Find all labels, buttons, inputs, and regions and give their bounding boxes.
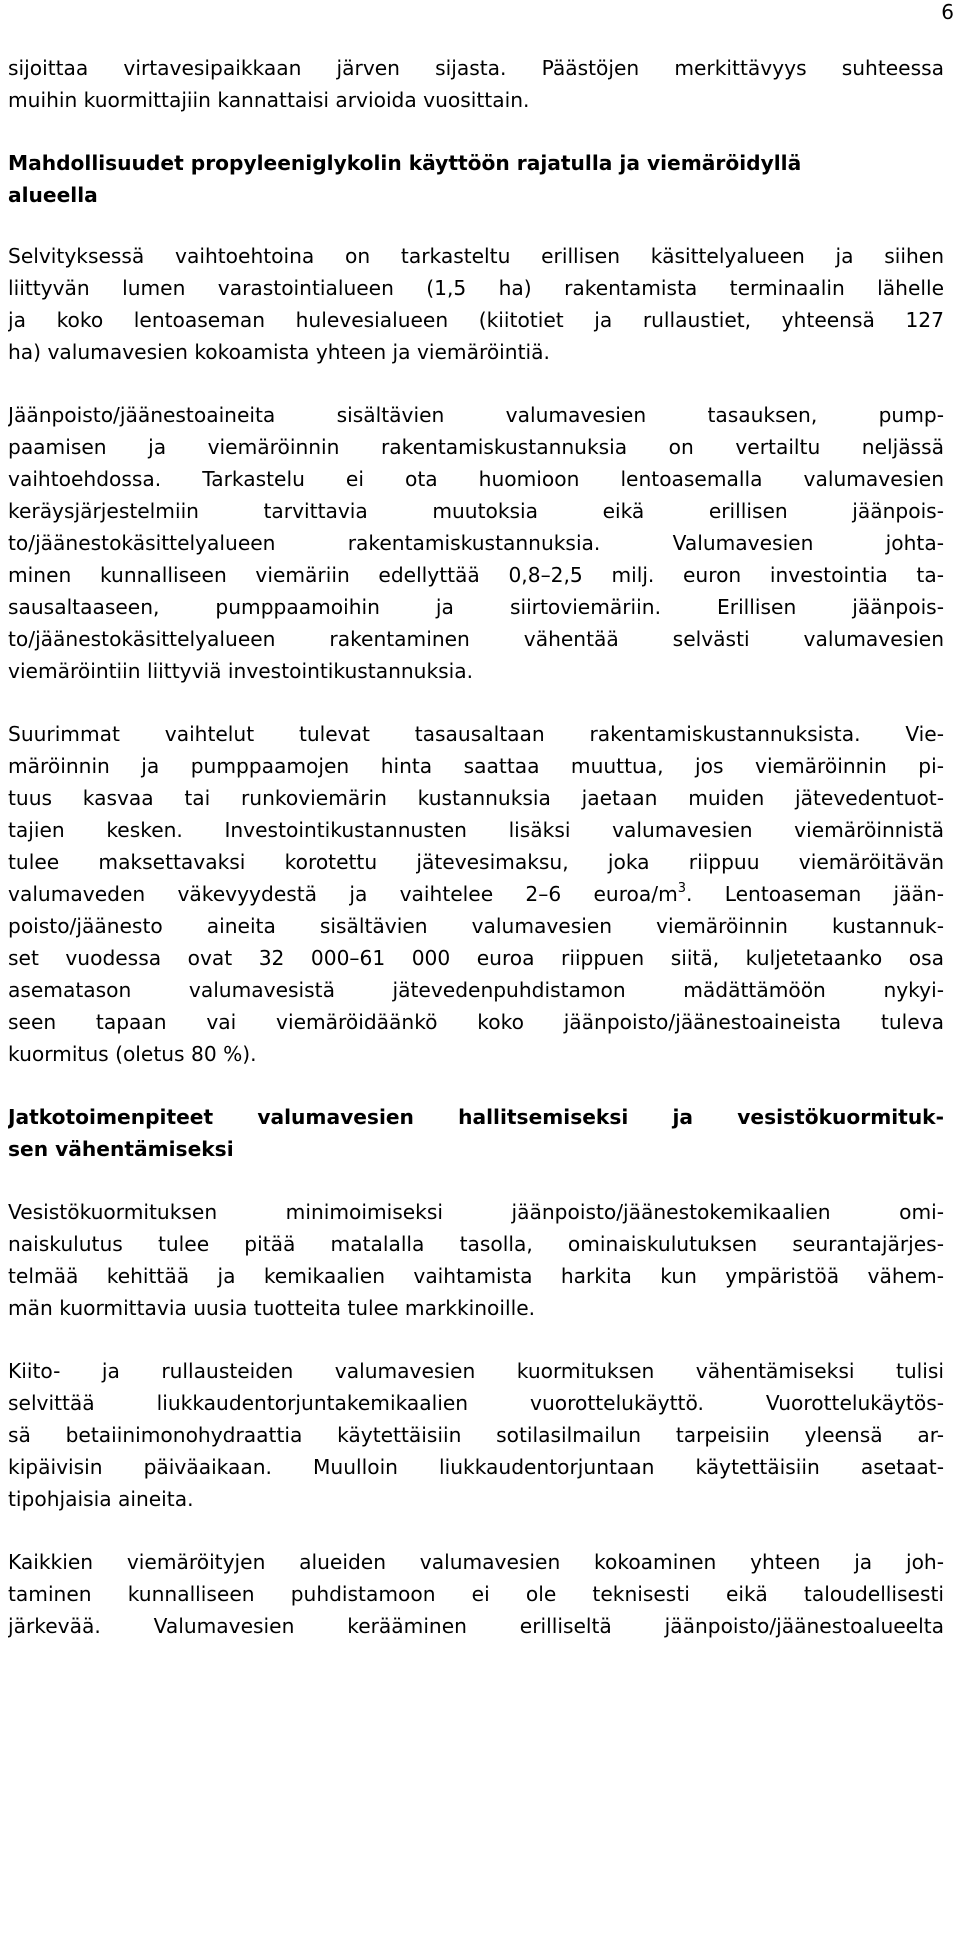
text-line: keräysjärjestelmiin tarvittavia muutoksia eikä erillisen jäänpois-	[8, 499, 944, 523]
text-line: poisto/jäänesto aineita sisältävien valumavesien viemäröinnin kustannuk-	[8, 914, 944, 938]
text-line: män kuormittavia uusia tuotteita tulee markkinoille.	[8, 1296, 536, 1320]
text-line: kipäivisin päiväaikaan. Muulloin liukkaudentorjuntaan käytettäisiin asetaat-	[8, 1455, 944, 1479]
text-line: taminen kunnalliseen puhdistamoon ei ole teknisesti eikä taloudellisesti	[8, 1582, 944, 1606]
superscript: 3	[677, 881, 687, 896]
paragraph-5	[8, 1196, 944, 1324]
spacer	[8, 116, 944, 147]
heading-propylene-glycol	[8, 147, 944, 211]
paragraph-2	[8, 240, 944, 368]
text-line: telmää kehittää ja kemikaalien vaihtamista harkita kun ympäristöä vähem-	[8, 1264, 944, 1288]
spacer	[8, 1515, 944, 1546]
heading-further-actions	[8, 1101, 944, 1165]
text-line: selvittää liukkaudentorjuntakemikaalien vuorottelukäyttö. Vuorottelukäytös-	[8, 1391, 944, 1415]
document-body	[8, 52, 944, 1642]
text-line: vaihtoehdossa. Tarkastelu ei ota huomioon lentoasemalla valumavesien	[8, 467, 944, 491]
paragraph-4	[8, 718, 944, 1070]
text-line: Jäänpoisto/jäänestoaineita sisältävien valumavesien tasauksen, pump-	[8, 403, 944, 427]
text-line: kuormitus (oletus 80 %).	[8, 1042, 257, 1066]
text-line: minen kunnalliseen viemäriin edellyttää 0,8–2,5 milj. euron investointia ta-	[8, 563, 944, 587]
page-number: 6	[941, 0, 954, 24]
text-line: tajien kesken. Investointikustannusten lisäksi valumavesien viemäröinnistä	[8, 818, 944, 842]
text-line: paamisen ja viemäröinnin rakentamiskustannuksia on vertailtu neljässä	[8, 435, 944, 459]
text-line: muihin kuormittajiin kannattaisi arvioida vuosittain.	[8, 88, 530, 112]
text-line: sijoittaa virtavesipaikkaan järven sijasta. Päästöjen merkittävyys suhteessa	[8, 56, 944, 80]
text-line: Suurimmat vaihtelut tulevat tasausaltaan rakentamiskustannuksista. Vie-	[8, 722, 944, 746]
text-line: seen tapaan vai viemäröidäänkö koko jäänpoisto/jäänestoaineista tuleva	[8, 1010, 944, 1034]
spacer	[8, 368, 944, 399]
text-line: Selvityksessä vaihtoehtoina on tarkasteltu erillisen käsittelyalueen ja siihen	[8, 244, 944, 268]
text-line: to/jäänestokäsittelyalueen rakentaminen vähentää selvästi valumavesien	[8, 627, 944, 651]
text-line: Vesistökuormituksen minimoimiseksi jäänpoisto/jäänestokemikaalien omi-	[8, 1200, 944, 1224]
text-line: asematason valumavesistä jätevedenpuhdistamon mädättämöön nykyi-	[8, 978, 944, 1002]
text-line: naiskulutus tulee pitää matalalla tasolla, ominaiskulutuksen seurantajärjes-	[8, 1232, 944, 1256]
text-line: tipohjaisia aineita.	[8, 1487, 194, 1511]
text-line: Kiito- ja rullausteiden valumavesien kuormituksen vähentämiseksi tulisi	[8, 1359, 944, 1383]
spacer	[8, 1324, 944, 1355]
paragraph-3	[8, 399, 944, 687]
text-line: to/jäänestokäsittelyalueen rakentamiskustannuksia. Valumavesien johta-	[8, 531, 944, 555]
paragraph-1	[8, 52, 944, 116]
heading-line: Mahdollisuudet propyleeniglykolin käyttöön rajatulla ja viemäröidyllä	[8, 151, 802, 175]
spacer	[8, 1070, 944, 1101]
text-line: liittyvän lumen varastointialueen (1,5 ha) rakentamista terminaalin lähelle	[8, 276, 944, 300]
text-line: tuus kasvaa tai runkoviemärin kustannuksia jaetaan muiden jätevedentuot-	[8, 786, 944, 810]
text-line: set vuodessa ovat 32 000–61 000 euroa riippuen siitä, kuljetetaanko osa	[8, 946, 944, 970]
heading-line: Jatkotoimenpiteet valumavesien hallitsemiseksi ja vesistökuormituk-	[8, 1105, 944, 1129]
paragraph-6	[8, 1355, 944, 1515]
text-line-with-unit	[8, 878, 944, 910]
text-segment: valumaveden väkevyydestä ja vaihtelee 2–6 euroa/m	[8, 882, 678, 906]
text-line: tulee maksettavaksi korotettu jätevesimaksu, joka riippuu viemäröitävän	[8, 850, 944, 874]
spacer	[8, 211, 944, 240]
text-line: ha) valumavesien kokoamista yhteen ja viemäröintiä.	[8, 340, 550, 364]
text-line: sausaltaaseen, pumppaamoihin ja siirtoviemäriin. Erillisen jäänpois-	[8, 595, 944, 619]
heading-line: sen vähentämiseksi	[8, 1137, 234, 1161]
spacer	[8, 687, 944, 718]
text-line: järkevää. Valumavesien kerääminen erilliseltä jäänpoisto/jäänestoalueelta	[8, 1614, 944, 1638]
text-line: Kaikkien viemäröityjen alueiden valumavesien kokoaminen yhteen ja joh-	[8, 1550, 944, 1574]
text-line: ja koko lentoaseman hulevesialueen (kiitotiet ja rullaustiet, yhteensä 127	[8, 308, 944, 332]
text-segment: . Lentoaseman jään-	[686, 882, 944, 906]
heading-line: alueella	[8, 183, 98, 207]
text-line: märöinnin ja pumppaamojen hinta saattaa muuttua, jos viemäröinnin pi-	[8, 754, 944, 778]
text-line: viemäröintiin liittyviä investointikustannuksia.	[8, 659, 474, 683]
text-line: sä betaiinimonohydraattia käytettäisiin sotilasilmailun tarpeisiin yleensä ar-	[8, 1423, 944, 1447]
paragraph-7	[8, 1546, 944, 1642]
spacer	[8, 1165, 944, 1196]
